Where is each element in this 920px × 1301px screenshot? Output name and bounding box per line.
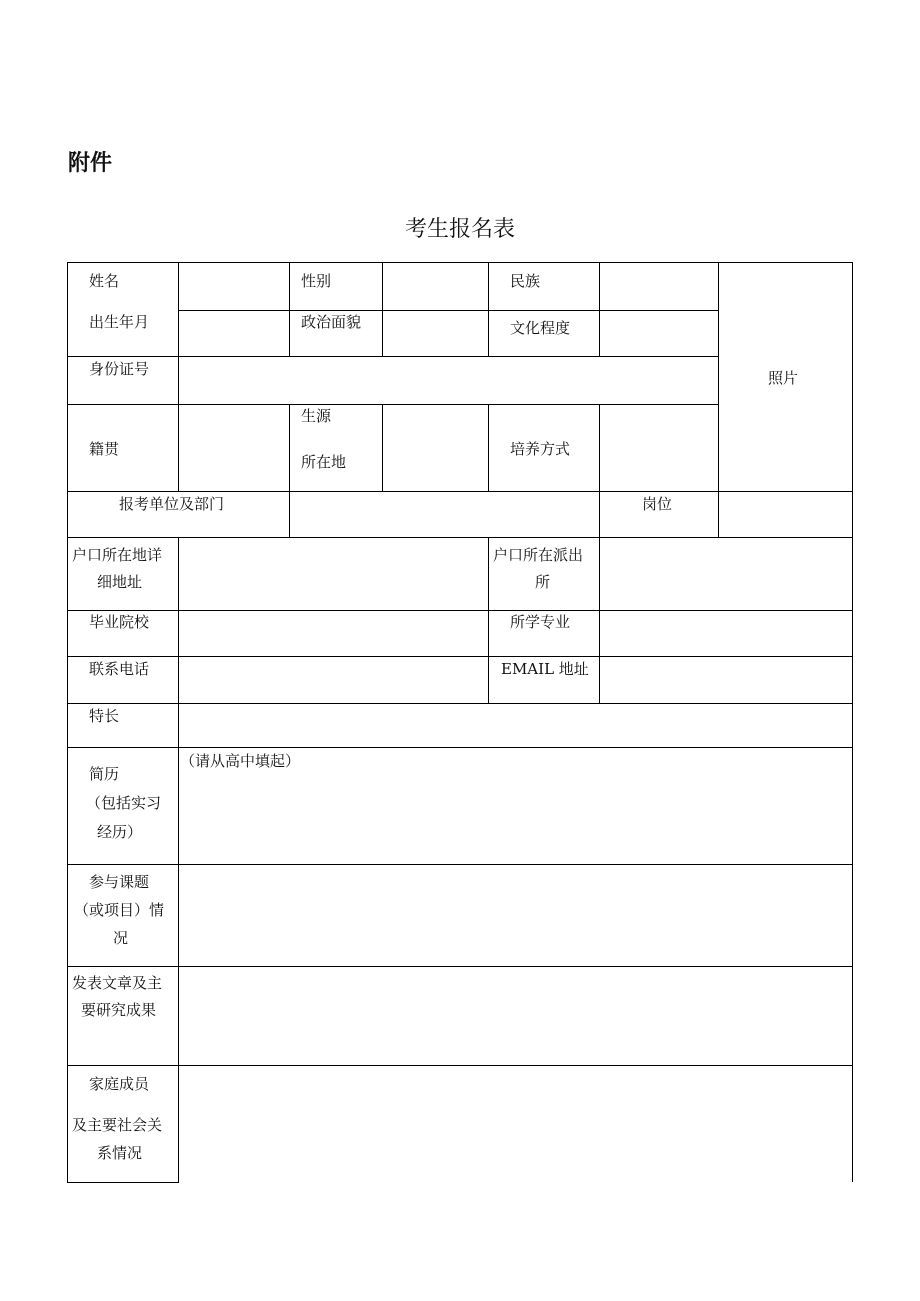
col-divider xyxy=(382,262,383,356)
phone-label: 联系电话 xyxy=(89,660,150,678)
row-divider xyxy=(67,864,853,865)
specialty-label: 特长 xyxy=(89,707,120,725)
projects-label-line3: 况 xyxy=(113,929,129,947)
row-divider xyxy=(67,537,853,538)
hukou-police-label-line1: 户口所在派出 xyxy=(493,546,584,564)
email-field[interactable] xyxy=(601,658,851,702)
row-divider xyxy=(67,966,853,967)
resume-hint: （请从高中填起） xyxy=(180,752,301,770)
political-field[interactable] xyxy=(384,312,487,355)
table-border-left xyxy=(67,262,68,1183)
col-divider xyxy=(289,404,290,537)
row-divider xyxy=(67,703,853,704)
resume-field[interactable] xyxy=(180,749,851,863)
attachment-heading: 附件 xyxy=(68,151,113,176)
col-divider xyxy=(178,537,179,1182)
resume-label-line2: （包括实习 xyxy=(86,794,162,812)
form-title: 考生报名表 xyxy=(404,217,515,242)
family-label-line2: 及主要社会关 xyxy=(72,1116,163,1134)
name-label: 姓名 xyxy=(89,272,120,290)
col-divider xyxy=(599,262,600,356)
hukou-address-label-line2: 细地址 xyxy=(97,573,143,591)
source-label-line1: 生源 xyxy=(301,407,332,425)
unit-dept-label: 报考单位及部门 xyxy=(119,495,225,513)
family-field[interactable] xyxy=(180,1067,851,1181)
gender-label: 性别 xyxy=(301,272,332,290)
native-place-label: 籍贯 xyxy=(89,440,120,458)
education-field[interactable] xyxy=(601,312,717,355)
training-mode-label: 培养方式 xyxy=(510,440,571,458)
row-divider xyxy=(67,610,853,611)
school-field[interactable] xyxy=(180,612,487,655)
major-field[interactable] xyxy=(601,612,851,655)
id-number-field[interactable] xyxy=(180,358,717,403)
row-divider xyxy=(67,656,853,657)
name-field[interactable] xyxy=(180,264,288,309)
education-label: 文化程度 xyxy=(510,319,571,337)
table-border-bottom xyxy=(67,1182,179,1183)
id-number-label: 身份证号 xyxy=(89,360,150,378)
row-divider xyxy=(67,356,718,357)
col-divider xyxy=(718,262,719,537)
phone-field[interactable] xyxy=(180,658,487,702)
row-divider xyxy=(67,404,718,405)
table-border-right xyxy=(852,262,853,1182)
major-label: 所学专业 xyxy=(510,613,571,631)
photo-field[interactable] xyxy=(720,264,851,490)
col-divider xyxy=(488,537,489,703)
unit-dept-field[interactable] xyxy=(291,493,598,536)
projects-field[interactable] xyxy=(180,866,851,965)
col-divider xyxy=(289,262,290,356)
col-divider xyxy=(382,404,383,491)
family-label-line3: 系情况 xyxy=(97,1144,143,1162)
resume-label-line3: 经历） xyxy=(97,823,143,841)
col-divider xyxy=(488,262,489,356)
post-field[interactable] xyxy=(720,493,851,536)
specialty-field[interactable] xyxy=(180,705,851,746)
col-divider xyxy=(178,262,179,491)
photo-label: 照片 xyxy=(768,369,799,387)
papers-label-line2: 要研究成果 xyxy=(81,1001,157,1019)
ethnicity-field[interactable] xyxy=(601,264,717,309)
col-divider xyxy=(599,537,600,703)
hukou-police-label-line2: 所 xyxy=(535,573,551,591)
hukou-address-label-line1: 户口所在地详 xyxy=(72,546,163,564)
family-label-line1: 家庭成员 xyxy=(89,1075,150,1093)
school-label: 毕业院校 xyxy=(89,613,150,631)
ethnicity-label: 民族 xyxy=(510,272,541,290)
birth-field[interactable] xyxy=(180,312,288,355)
source-field[interactable] xyxy=(384,406,487,490)
projects-label-line1: 参与课题 xyxy=(89,873,150,891)
training-mode-field[interactable] xyxy=(601,406,717,490)
native-place-field[interactable] xyxy=(180,406,288,490)
hukou-police-field[interactable] xyxy=(601,539,851,609)
row-divider xyxy=(178,310,718,311)
papers-label-line1: 发表文章及主 xyxy=(72,974,163,992)
email-label: EMAIL 地址 xyxy=(501,660,589,678)
political-label: 政治面貌 xyxy=(301,313,362,331)
resume-label-line1: 简历 xyxy=(89,765,120,783)
col-divider xyxy=(599,404,600,537)
source-label-line2: 所在地 xyxy=(301,453,347,471)
row-divider xyxy=(67,1065,853,1066)
birth-label: 出生年月 xyxy=(89,313,150,331)
post-label: 岗位 xyxy=(642,495,673,513)
papers-field[interactable] xyxy=(180,968,851,1064)
projects-label-line2: （或项目）情 xyxy=(74,901,165,919)
col-divider xyxy=(488,404,489,491)
table-border-top xyxy=(67,262,853,263)
hukou-address-field[interactable] xyxy=(180,539,487,609)
gender-field[interactable] xyxy=(384,264,487,309)
